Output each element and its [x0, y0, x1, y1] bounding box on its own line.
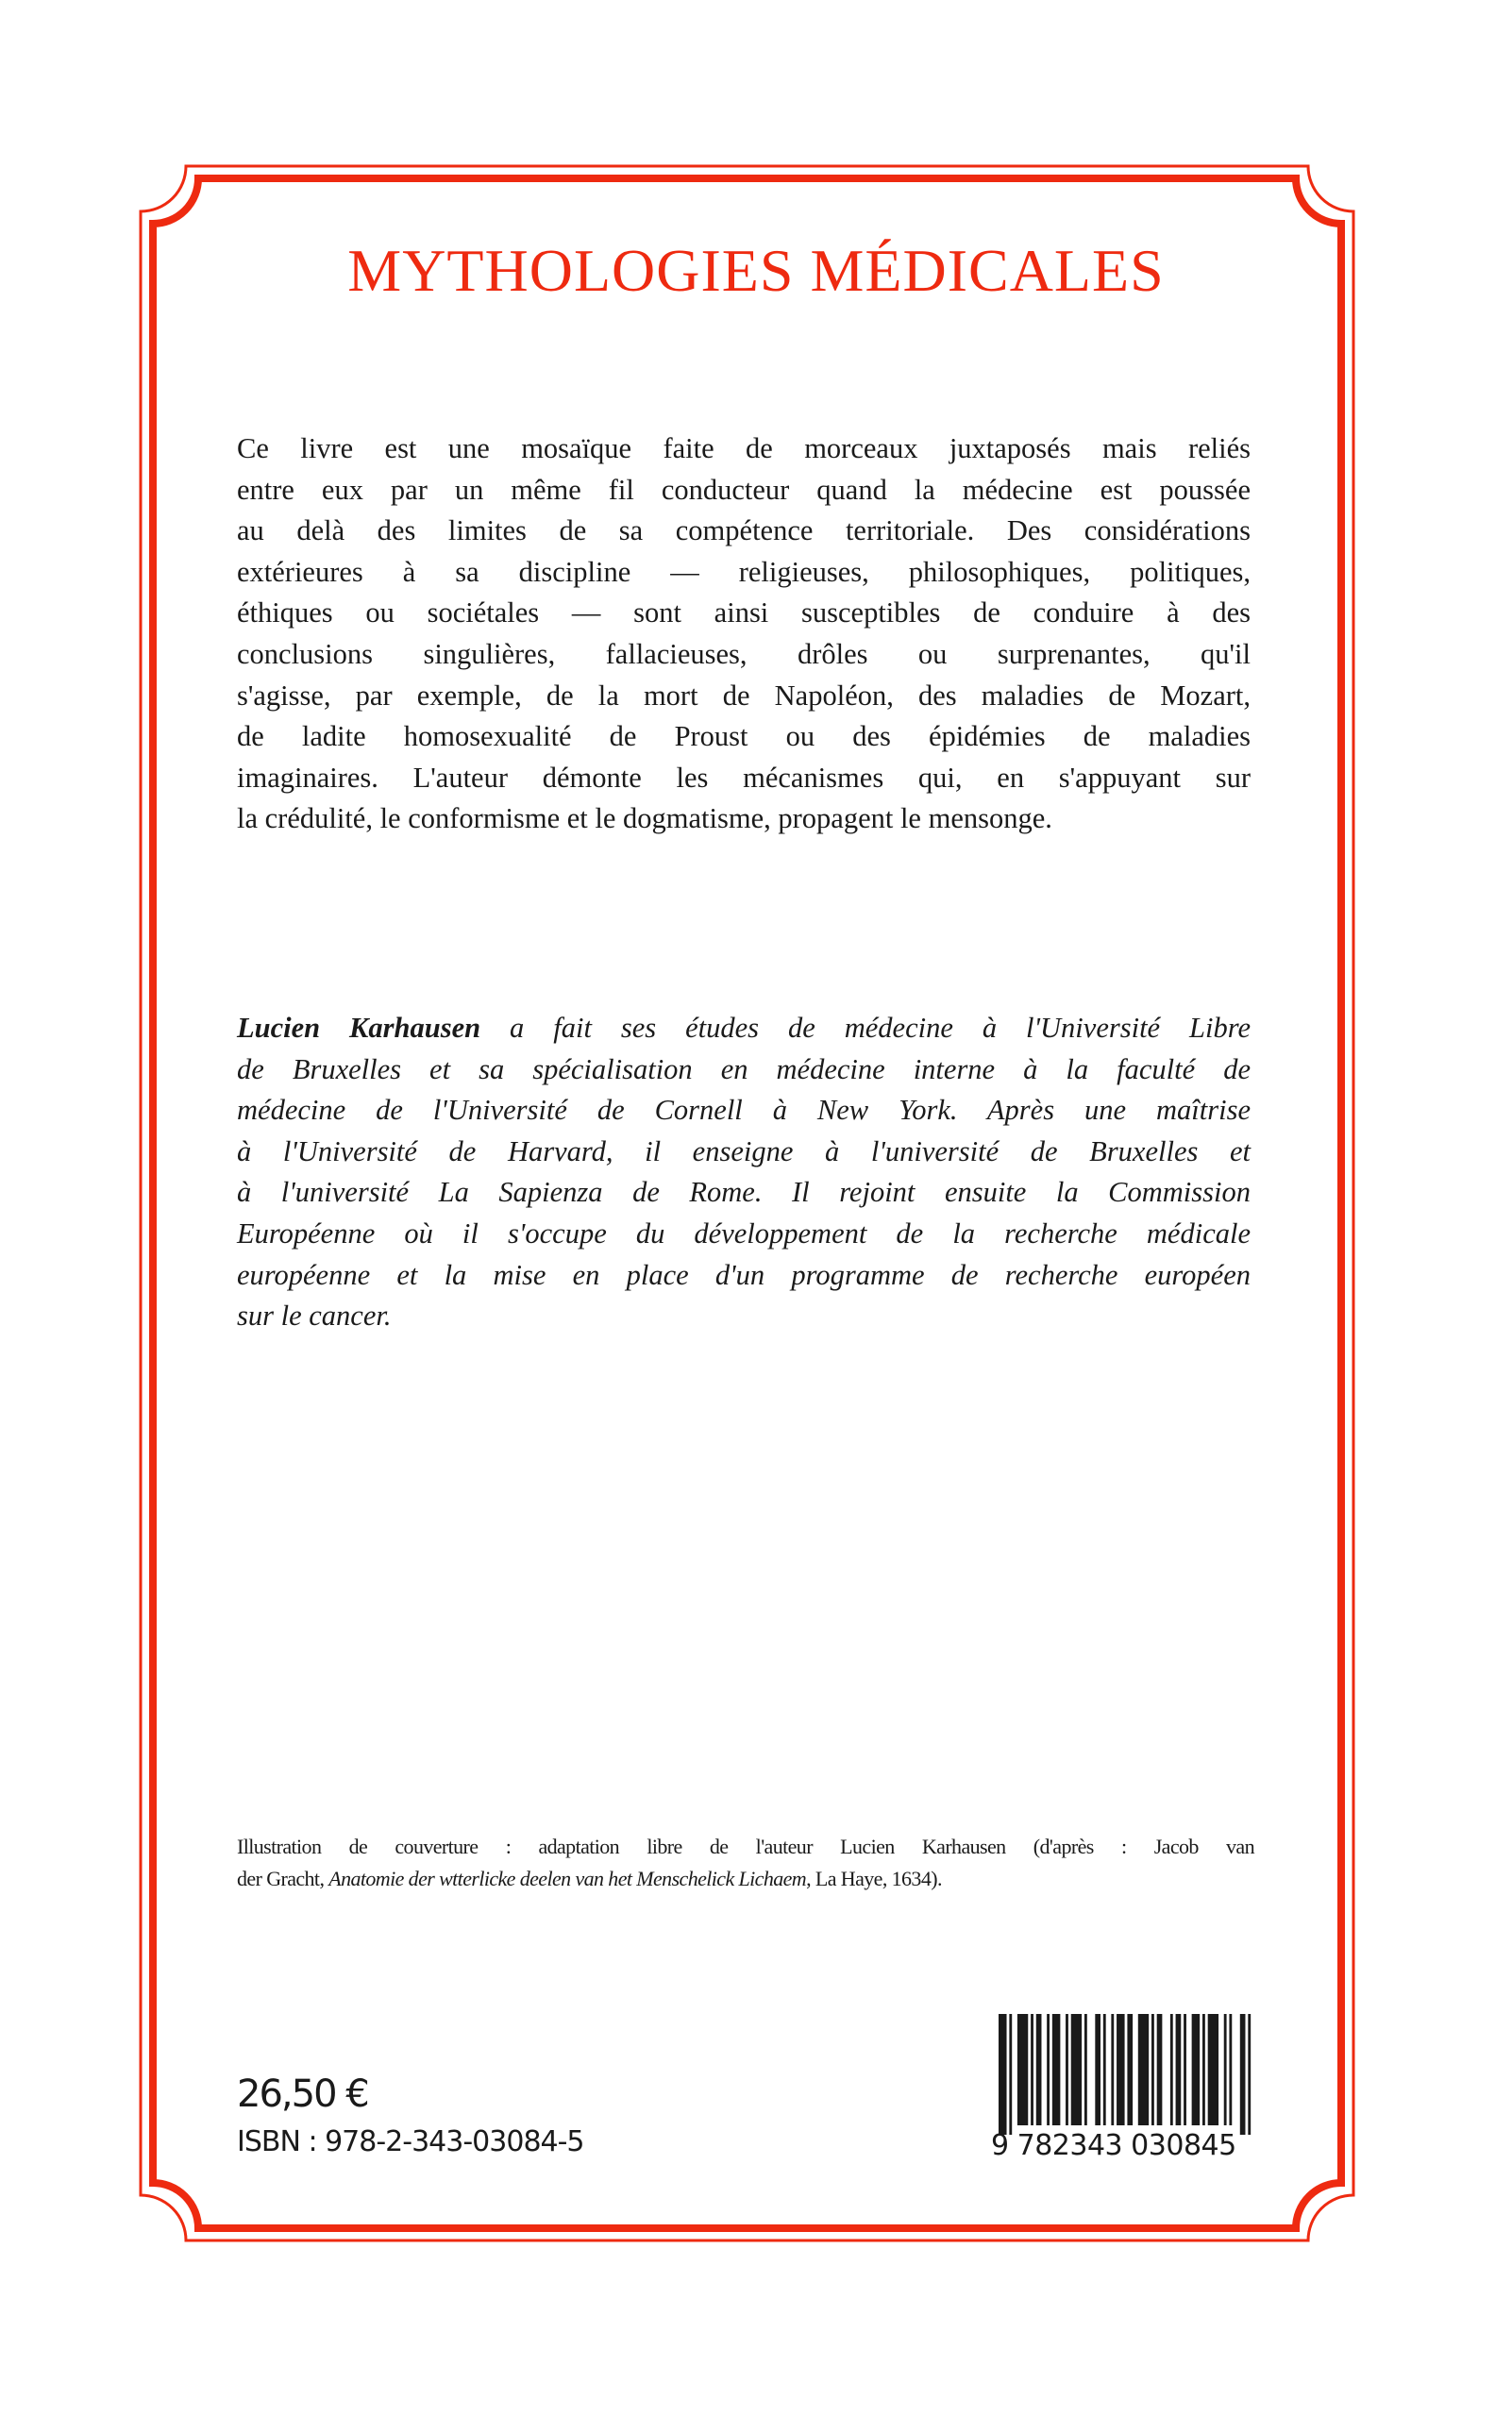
bio-text: a fait ses études de médecine à l'Université Libre	[480, 1012, 1251, 1044]
summary-line: éthiques ou sociétales — sont ainsi susceptibles de conduire à des	[237, 596, 1251, 629]
summary-line: s'agisse, par exemple, de la mort de Napoléon, des maladies de Mozart,	[237, 679, 1251, 712]
bio-line: européenne et la mise en place d'un programme de recherche européen	[237, 1258, 1251, 1291]
bio-line: médecine de l'Université de Cornell à New York. Après une maîtrise	[237, 1094, 1251, 1127]
credit-line	[237, 1863, 1254, 1895]
summary-line: au delà des limites de sa compétence territoriale. Des considérations	[237, 514, 1251, 547]
barcode-bar	[1240, 2014, 1246, 2135]
barcode-bar	[1047, 2014, 1050, 2125]
bio-line: Européenne où il s'occupe du développement de la recherche médicale	[237, 1216, 1251, 1250]
barcode-bar	[1031, 2014, 1033, 2125]
barcode-bar	[1052, 2014, 1061, 2125]
barcode-bar	[1224, 2014, 1227, 2125]
barcode-bar	[1170, 2014, 1173, 2125]
book-title: MYTHOLOGIES MÉDICALES	[347, 237, 1165, 304]
barcode-bar	[1111, 2014, 1114, 2125]
price: 26,50 €	[237, 2072, 368, 2116]
summary-line: extérieures à sa discipline — religieuses, philosophiques, politiques,	[237, 555, 1251, 588]
bio-line: à l'Université de Harvard, il enseigne à l'université de Bruxelles et	[237, 1134, 1251, 1167]
summary-line: entre eux par un même fil conducteur quand la médecine est poussée	[237, 473, 1251, 506]
summary-line: imaginaires. L'auteur démonte les mécanismes qui, en s'appuyant sur	[237, 761, 1251, 794]
barcode-bar	[1151, 2014, 1154, 2125]
barcode	[999, 2014, 1253, 2135]
credit-text: , La Haye, 1634).	[806, 1867, 942, 1890]
bio-line: sur le cancer.	[237, 1300, 392, 1333]
summary-line: Ce livre est une mosaïque faite de morceaux juxtaposés mais reliés	[237, 432, 1251, 464]
barcode-bar	[1208, 2014, 1218, 2125]
summary-line: conclusions singulières, fallacieuses, drôles ou surprenantes, qu'il	[237, 637, 1251, 670]
credit-work-title: Anatomie der wtterlicke deelen van het Menschelick Lichaem	[328, 1867, 807, 1890]
barcode-bar	[1066, 2014, 1068, 2125]
barcode-bar	[1009, 2014, 1012, 2135]
credit-line: Illustration de couverture : adaptation libre de l'auteur Lucien Karhausen (d'après : Jacob van	[237, 1835, 1254, 1858]
author-name: Lucien Karhausen	[237, 1012, 481, 1044]
barcode-bar	[1248, 2014, 1251, 2135]
barcode-bar	[999, 2014, 1007, 2135]
barcode-bar	[1138, 2014, 1149, 2125]
book-summary	[237, 428, 1251, 840]
summary-line: de ladite homosexualité de Proust ou des épidémies de maladies	[237, 720, 1251, 753]
barcode-bar	[1017, 2014, 1028, 2125]
barcode-bar	[1095, 2014, 1100, 2125]
summary-line: la crédulité, le conformisme et le dogmatisme, propagent le mensonge.	[237, 802, 1052, 835]
isbn: ISBN : 978-2-343-03084-5	[237, 2125, 584, 2158]
barcode-bar	[1103, 2014, 1106, 2125]
barcode-bar	[1071, 2014, 1082, 2125]
barcode-bar	[1117, 2014, 1125, 2125]
credit-text: der Gracht,	[237, 1867, 329, 1890]
barcode-bar	[1192, 2014, 1201, 2125]
barcode-digits: 9 782343 030845	[991, 2129, 1236, 2162]
author-bio	[237, 1008, 1251, 1337]
barcode-bar	[1184, 2014, 1186, 2125]
bio-line: à l'université La Sapienza de Rome. Il rejoint ensuite la Commission	[237, 1176, 1251, 1209]
barcode-bar	[1176, 2014, 1182, 2125]
barcode-bar	[1084, 2014, 1087, 2125]
barcode-bar	[1202, 2014, 1205, 2125]
barcode-bar	[1157, 2014, 1163, 2125]
barcode-bar	[1229, 2014, 1232, 2125]
bio-line	[237, 1008, 1251, 1049]
bio-line: de Bruxelles et sa spécialisation en médecine interne à la faculté de	[237, 1052, 1251, 1085]
cover-credit	[237, 1831, 1254, 1895]
barcode-bar	[1036, 2014, 1042, 2125]
barcode-bar	[1127, 2014, 1133, 2125]
